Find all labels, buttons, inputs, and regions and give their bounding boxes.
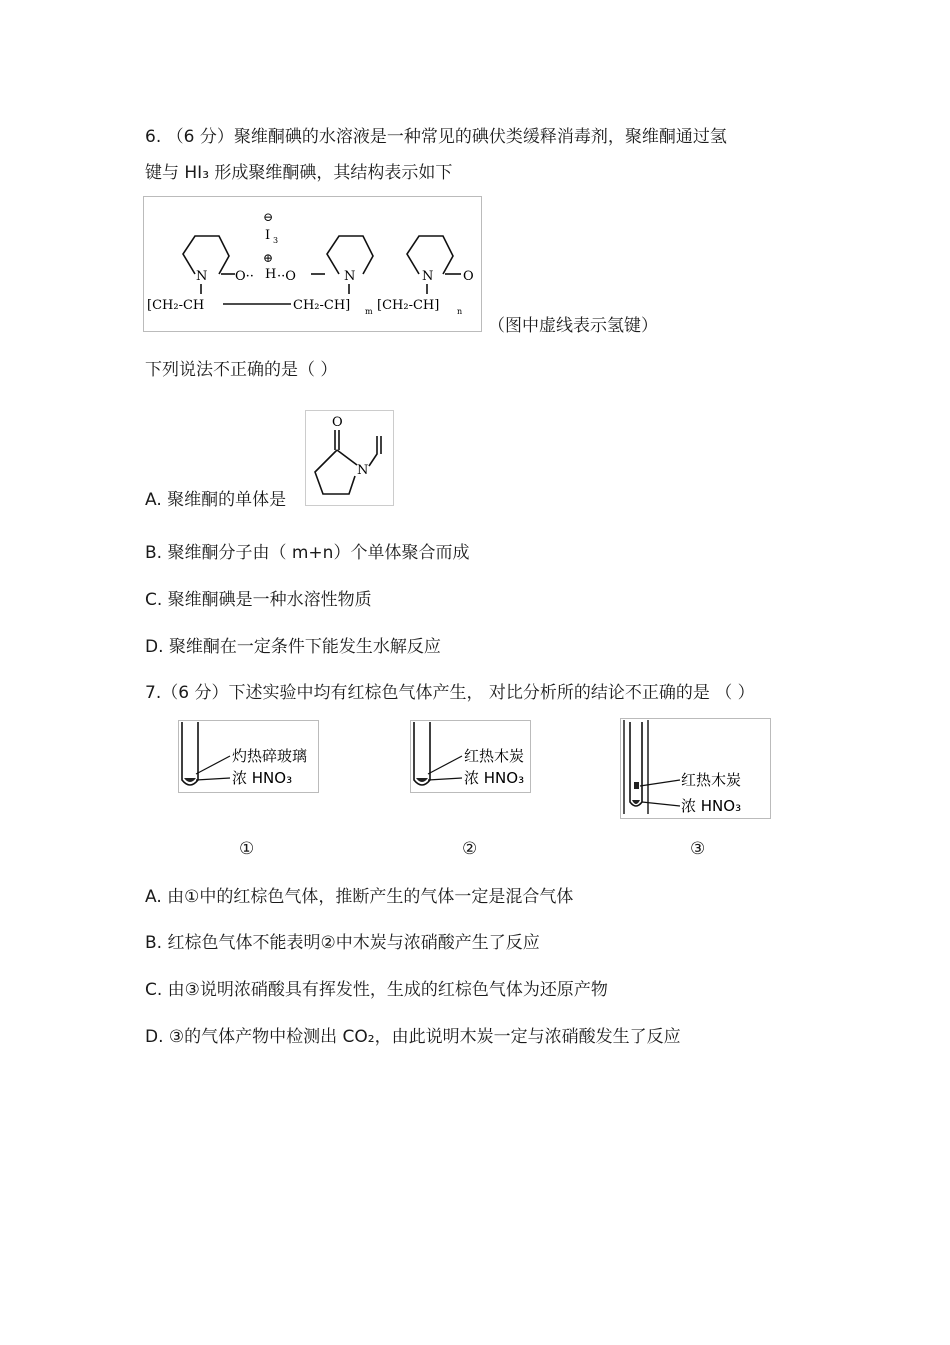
q7-option-a: A. 由①中的红棕色气体，推断产生的气体一定是混合气体 xyxy=(145,887,574,907)
chain-segment-3: [CH₂-CH] xyxy=(377,298,440,313)
acid-3 xyxy=(632,800,640,804)
figure3-label-top: 红热木炭 xyxy=(681,771,742,789)
q6-stem-line2: 键与 HI₃ 形成聚维酮碘，其结构表示如下 xyxy=(145,163,453,183)
monomer-oxygen: O xyxy=(332,415,343,430)
ring3-nitrogen: N xyxy=(422,269,434,284)
q6-question: 下列说法不正确的是（ ） xyxy=(145,360,338,380)
q6-stem-line1: 6. （6 分）聚维酮碘的水溶液是一种常见的碘伏类缓释消毒剂，聚维酮通过氢 xyxy=(145,127,727,147)
chain-subscript-m: m xyxy=(365,307,373,316)
pyrrolidone-ring-3 xyxy=(407,236,461,274)
ring1-nitrogen: N xyxy=(196,269,208,284)
monomer-nitrogen: N xyxy=(357,463,369,478)
q7-stem: 7.（6 分）下述实验中均有红棕色气体产生， 对比分析所的结论不正确的是 （ ） xyxy=(145,683,755,703)
pyrrolidone-ring-1 xyxy=(183,236,235,274)
figure1-label-top: 灼热碎玻璃 xyxy=(232,747,308,765)
experiment-figure-1-drawing xyxy=(178,720,320,794)
inner-tube-3 xyxy=(630,722,642,806)
q6-option-d: D. 聚维酮在一定条件下能发生水解反应 xyxy=(145,637,441,657)
iodide-charge: ⊖ xyxy=(263,210,274,224)
experiment-figure-3 xyxy=(620,718,772,820)
proton-charge: ⊕ xyxy=(263,251,274,265)
chain-segment-1: [CH₂-CH xyxy=(147,298,205,313)
figure3-label-bottom: 浓 HNO₃ xyxy=(681,797,742,815)
test-tube-2 xyxy=(414,722,430,785)
q7-option-c: C. 由③说明浓硝酸具有挥发性，生成的红棕色气体为还原产物 xyxy=(145,980,608,1000)
figure-number-3: ③ xyxy=(690,839,706,859)
figure-number-2: ② xyxy=(462,839,478,859)
monomer-structure xyxy=(305,410,395,506)
iodine-symbol: I xyxy=(265,228,271,243)
outer-tube-3 xyxy=(624,720,648,814)
q7-option-d: D. ③的气体产物中检测出 CO₂，由此说明木炭一定与浓硝酸发生了反应 xyxy=(145,1027,681,1047)
q6-option-c: C. 聚维酮碘是一种水溶性物质 xyxy=(145,590,372,610)
figure-number-1: ① xyxy=(239,839,255,859)
ring3-oxygen: O xyxy=(463,269,474,284)
proton-symbol: H xyxy=(265,267,277,282)
acid-1 xyxy=(184,778,196,782)
ring2-oxygen-dots: ··O xyxy=(277,269,296,284)
acid-2 xyxy=(416,778,428,782)
q6-option-b: B. 聚维酮分子由（ m+n）个单体聚合而成 xyxy=(145,543,470,563)
chain-subscript-n: n xyxy=(457,307,463,316)
iodine-subscript: 3 xyxy=(273,236,279,245)
q6-figure-note: （图中虚线表示氢键） xyxy=(488,316,658,336)
test-tube-1 xyxy=(182,722,198,785)
q6-option-a: A. 聚维酮的单体是 xyxy=(145,490,287,510)
ring2-nitrogen: N xyxy=(344,269,356,284)
q7-option-b: B. 红棕色气体不能表明②中木炭与浓硝酸产生了反应 xyxy=(145,933,540,953)
charcoal-3 xyxy=(634,782,639,789)
figure2-label-bottom: 浓 HNO₃ xyxy=(464,769,525,787)
ring1-oxygen-dots: O·· xyxy=(235,269,254,284)
chain-segment-2: CH₂-CH] xyxy=(293,298,351,313)
monomer-structure-drawing xyxy=(305,410,395,506)
pyrrolidone-ring-2 xyxy=(311,236,373,274)
experiment-figure-1 xyxy=(178,720,320,794)
monomer-bonds xyxy=(315,430,381,494)
figure2-label-top: 红热木炭 xyxy=(464,747,525,765)
figure1-label-bottom: 浓 HNO₃ xyxy=(232,769,293,787)
experiment-figure-2 xyxy=(410,720,532,794)
experiment-figure-3-drawing xyxy=(620,718,772,820)
pvp-iodine-structure xyxy=(143,196,483,332)
pvp-iodine-structure-drawing xyxy=(143,196,483,332)
experiment-figure-2-drawing xyxy=(410,720,532,794)
